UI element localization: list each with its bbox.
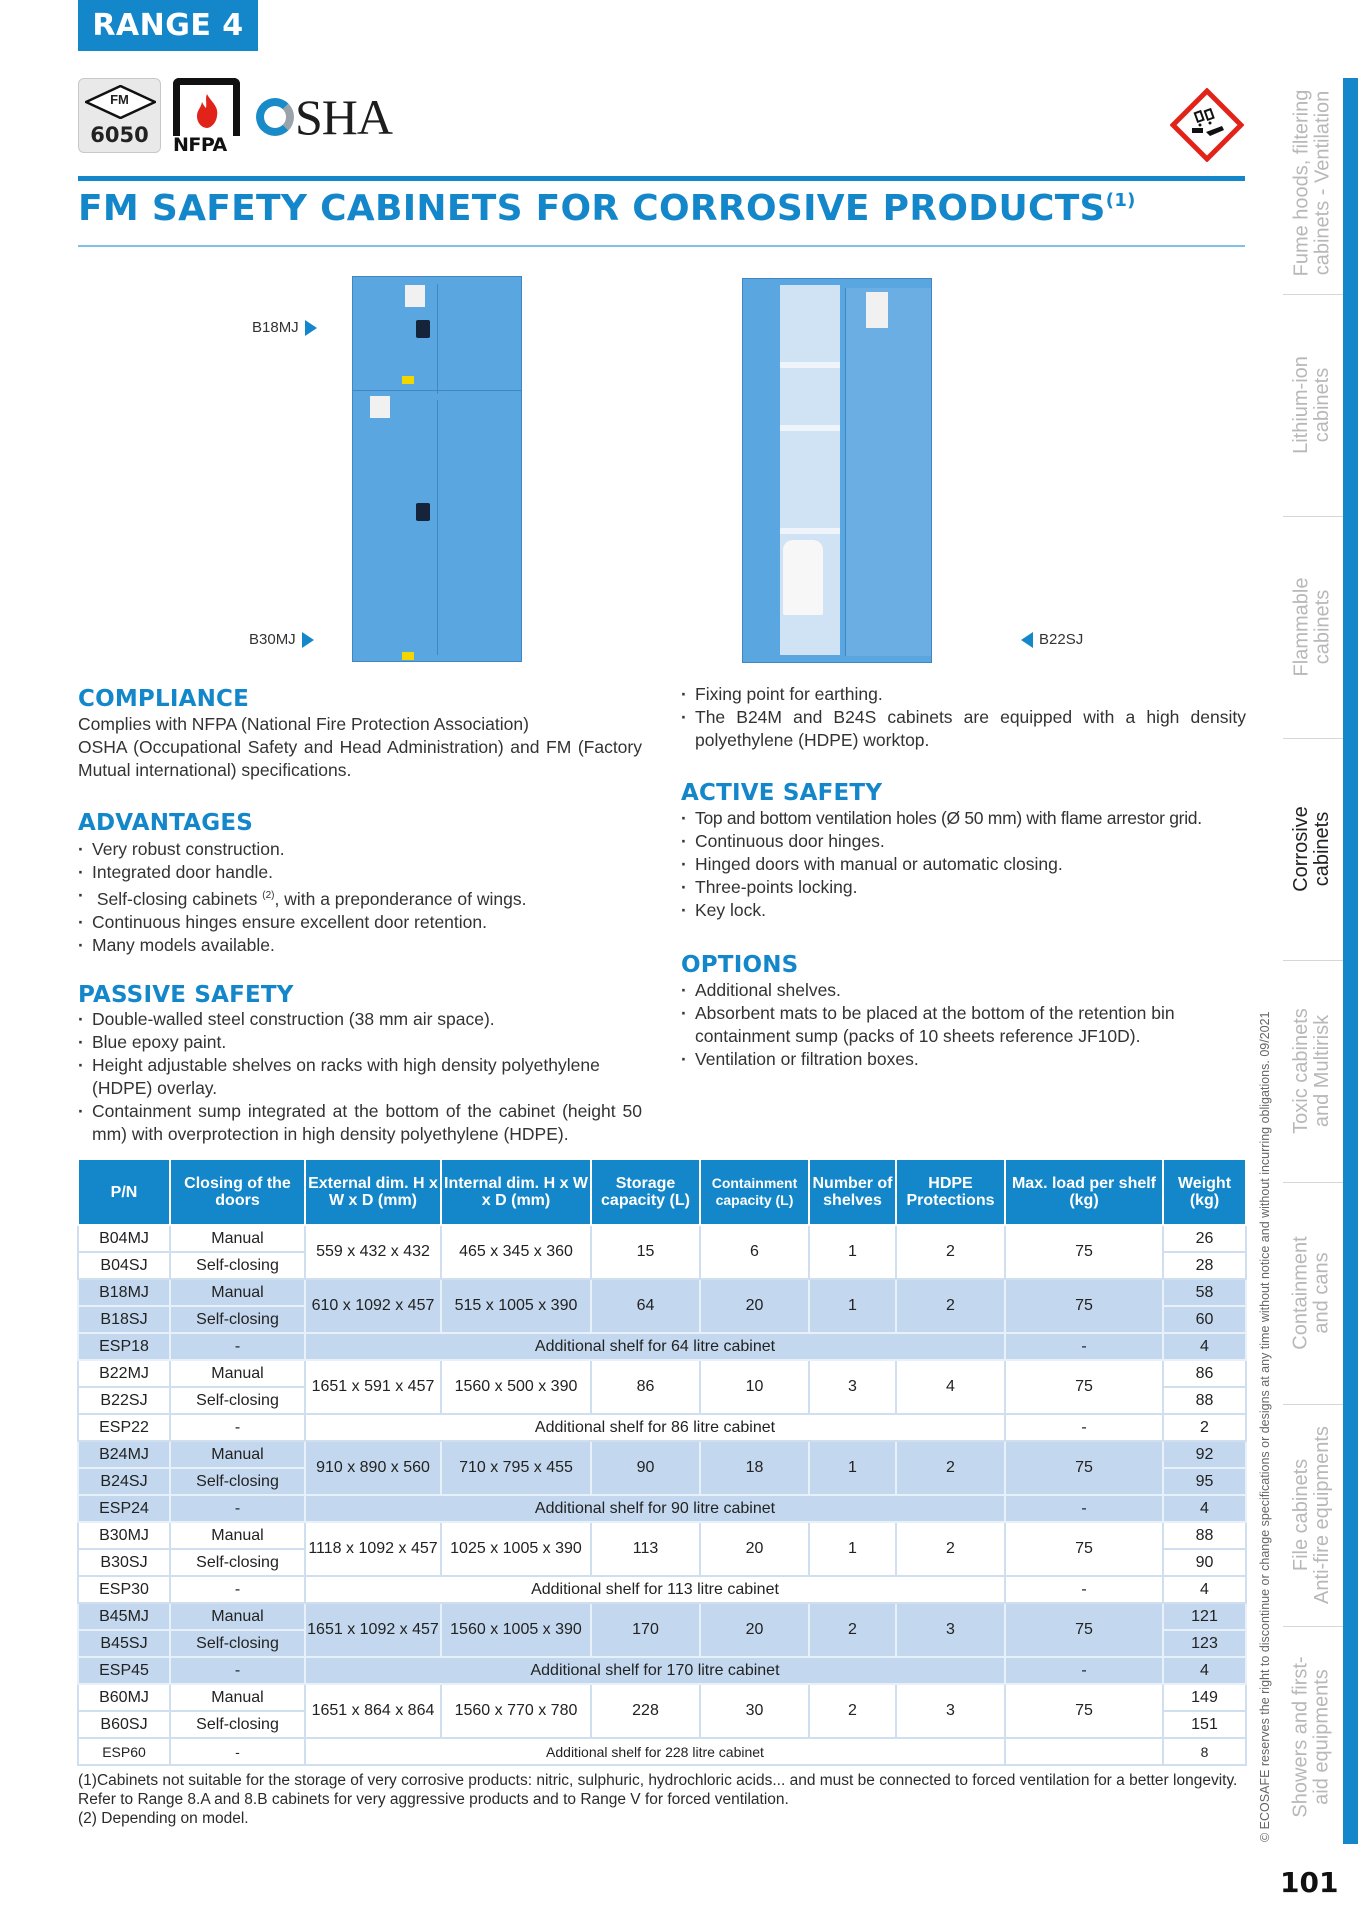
list-item-text: Self-closing cabinets <box>96 888 258 909</box>
copyright-notice: © ECOSAFE reserves the right to discontinue or change specifications or designs at any time without notice and without incurring obligations. 09/2021 <box>1258 1011 1272 1842</box>
cell-weight: 4 <box>1163 1576 1246 1603</box>
cell-storage: 113 <box>591 1522 700 1576</box>
cell-shelves: 1 <box>809 1522 896 1576</box>
door-handle-icon <box>416 320 430 338</box>
flame-icon <box>195 94 219 128</box>
side-tab-label-line: Corrosive <box>1290 806 1313 892</box>
cell-closing: - <box>170 1576 305 1603</box>
cell-closing: - <box>170 1738 305 1765</box>
cell-weight: 123 <box>1163 1630 1246 1657</box>
cell-weight: 4 <box>1163 1333 1246 1360</box>
cell-closing: Manual <box>170 1225 305 1252</box>
side-tab-label <box>1291 1236 1333 1349</box>
cell-storage: 170 <box>591 1603 700 1657</box>
cell-internal-dim: 515 x 1005 x 390 <box>441 1279 591 1333</box>
side-tab-label <box>1291 1426 1333 1604</box>
callout-b30mj <box>249 631 314 648</box>
cell-accessory-description: Additional shelf for 113 litre cabinet <box>305 1576 1005 1603</box>
cell-closing: Self-closing <box>170 1468 305 1495</box>
cell-shelves: 2 <box>809 1684 896 1738</box>
page-number: 101 <box>1280 1866 1339 1899</box>
specifications-table <box>77 1158 1247 1766</box>
cell-external-dim: 1651 x 864 x 864 <box>305 1684 441 1738</box>
passive-safety-list <box>78 1008 642 1146</box>
cell-pn: B24SJ <box>78 1468 170 1495</box>
cell-max-load: - <box>1005 1333 1163 1360</box>
table-row <box>78 1522 1246 1549</box>
cell-accessory-description: Additional shelf for 64 litre cabinet <box>305 1333 1005 1360</box>
cell-closing: Manual <box>170 1360 305 1387</box>
cell-pn: B45MJ <box>78 1603 170 1630</box>
side-tab-label-line: File cabinets <box>1290 1458 1312 1572</box>
active-safety-list <box>681 807 1251 922</box>
cell-weight: 95 <box>1163 1468 1246 1495</box>
cell-storage: 90 <box>591 1441 700 1495</box>
side-tab-label-line: Toxic cabinets <box>1290 1008 1312 1134</box>
cell-max-load: 75 <box>1005 1522 1163 1576</box>
list-item: · Three-points locking. <box>681 876 1251 899</box>
cell-external-dim: 559 x 432 x 432 <box>305 1225 441 1279</box>
cell-closing: Self-closing <box>170 1306 305 1333</box>
cell-containment: 20 <box>700 1603 809 1657</box>
col-header-shelves: Number of shelves <box>809 1159 896 1225</box>
cell-pn: B04SJ <box>78 1252 170 1279</box>
table-row-accessory <box>78 1738 1246 1765</box>
cell-pn: B60SJ <box>78 1711 170 1738</box>
active-safety-heading: ACTIVE SAFETY <box>681 780 883 806</box>
cell-pn: B60MJ <box>78 1684 170 1711</box>
compliance-line: OSHA (Occupational Safety and Head Administration) and FM (Factory Mutual international) specifications. <box>78 737 642 780</box>
cell-weight: 88 <box>1163 1522 1246 1549</box>
list-item: · Height adjustable shelves on racks with high density polyethylene (HDPE) overlay. <box>78 1054 642 1100</box>
cell-weight: 2 <box>1163 1414 1246 1441</box>
list-item: · Fixing point for earthing. <box>681 683 1246 706</box>
col-header-weight: Weight (kg) <box>1163 1159 1246 1225</box>
col-header-containment: Containment capacity (L) <box>700 1159 809 1225</box>
table-row-accessory <box>78 1414 1246 1441</box>
list-item: · Containment sump integrated at the bottom of the cabinet (height 50 mm) with overprotection in high density polyethylene (HDPE). <box>78 1100 642 1146</box>
cell-shelves: 3 <box>809 1360 896 1414</box>
cell-containment: 10 <box>700 1360 809 1414</box>
side-tab-showers[interactable] <box>1279 1626 1345 1848</box>
door-handle-icon <box>416 503 430 521</box>
cell-hdpe: 2 <box>896 1522 1005 1576</box>
cell-weight: 121 <box>1163 1603 1246 1630</box>
col-header-storage: Storage capacity (L) <box>591 1159 700 1225</box>
cell-pn: B22MJ <box>78 1360 170 1387</box>
options-heading: OPTIONS <box>681 952 799 978</box>
cell-weight: 86 <box>1163 1360 1246 1387</box>
door-split <box>437 400 438 655</box>
cell-external-dim: 1651 x 1092 x 457 <box>305 1603 441 1657</box>
side-tab-label <box>1291 578 1333 677</box>
side-tab-lithium-ion[interactable] <box>1279 294 1345 516</box>
list-item-text: , with a preponderance of wings. <box>274 888 527 909</box>
cell-closing: - <box>170 1495 305 1522</box>
arrow-right-icon <box>302 632 314 648</box>
cell-closing: - <box>170 1414 305 1441</box>
cell-external-dim: 910 x 890 x 560 <box>305 1441 441 1495</box>
cell-max-load: - <box>1005 1657 1163 1684</box>
table-row <box>78 1441 1246 1468</box>
cell-accessory-description: Additional shelf for 170 litre cabinet <box>305 1657 1005 1684</box>
cell-containment: 6 <box>700 1225 809 1279</box>
side-tab-flammable[interactable] <box>1279 516 1345 738</box>
open-door <box>845 288 931 656</box>
warning-label <box>866 292 888 328</box>
list-item: · Absorbent mats to be placed at the bottom of the retention bin containment sump (packs of 10 sheets reference JF10D). <box>681 1002 1246 1048</box>
side-tab-label-line: cabinets <box>1311 589 1334 665</box>
side-tab-label <box>1291 356 1333 454</box>
cell-pn: B30SJ <box>78 1549 170 1576</box>
side-accent-strip <box>1343 78 1358 1844</box>
cell-closing: - <box>170 1333 305 1360</box>
list-item: · Hinged doors with manual or automatic closing. <box>681 853 1251 876</box>
door-split <box>437 284 438 394</box>
nfpa-logo-text: NFPA <box>173 134 227 156</box>
cell-weight: 58 <box>1163 1279 1246 1306</box>
passive-safety-continued <box>681 683 1246 752</box>
side-tab-label <box>1291 806 1333 892</box>
shelf <box>780 528 840 534</box>
cell-weight: 92 <box>1163 1441 1246 1468</box>
cell-weight: 26 <box>1163 1225 1246 1252</box>
side-tab-label-line: cabinets - Ventilation <box>1311 90 1334 276</box>
cell-pn: B18SJ <box>78 1306 170 1333</box>
cell-storage: 15 <box>591 1225 700 1279</box>
list-item: · Key lock. <box>681 899 1251 922</box>
side-tab-label-line: cabinets <box>1311 811 1334 887</box>
list-item: · Integrated door handle. <box>78 861 642 884</box>
cell-pn: B30MJ <box>78 1522 170 1549</box>
cell-containment: 30 <box>700 1684 809 1738</box>
col-header-closing: Closing of the doors <box>170 1159 305 1225</box>
cell-external-dim: 1118 x 1092 x 457 <box>305 1522 441 1576</box>
side-tab-label <box>1291 1656 1333 1817</box>
table-row-accessory <box>78 1657 1246 1684</box>
table-row <box>78 1279 1246 1306</box>
cell-accessory-description: Additional shelf for 228 litre cabinet <box>305 1738 1005 1765</box>
list-item: · Ventilation or filtration boxes. <box>681 1048 1246 1071</box>
callout-label: B18MJ <box>252 319 299 336</box>
cell-hdpe: 2 <box>896 1225 1005 1279</box>
side-tab-label-line: Flammable <box>1290 577 1313 677</box>
warning-label <box>405 285 425 307</box>
page-title-text: FM SAFETY CABINETS FOR CORROSIVE PRODUCTS <box>78 188 1106 229</box>
cell-closing: Manual <box>170 1603 305 1630</box>
cell-max-load: 75 <box>1005 1279 1163 1333</box>
callout-b22sj <box>1021 631 1083 648</box>
cell-weight: 60 <box>1163 1306 1246 1333</box>
cell-closing: Self-closing <box>170 1711 305 1738</box>
cell-external-dim: 1651 x 591 x 457 <box>305 1360 441 1414</box>
cell-weight: 28 <box>1163 1252 1246 1279</box>
range-tag: RANGE 4 <box>78 0 258 51</box>
cell-max-load: 75 <box>1005 1441 1163 1495</box>
cell-pn: ESP45 <box>78 1657 170 1684</box>
advantages-heading: ADVANTAGES <box>78 810 254 836</box>
cell-pn: B24MJ <box>78 1441 170 1468</box>
title-rule <box>78 245 1245 247</box>
table-row <box>78 1360 1246 1387</box>
side-tab-containment[interactable] <box>1279 1182 1345 1404</box>
cell-hdpe: 2 <box>896 1441 1005 1495</box>
col-header-external-dim: External dim. H x W x D (mm) <box>305 1159 441 1225</box>
col-header-pn: P/N <box>78 1159 170 1225</box>
col-header-max-load: Max. load per shelf (kg) <box>1005 1159 1163 1225</box>
cell-closing: Self-closing <box>170 1630 305 1657</box>
table-row <box>78 1603 1246 1630</box>
cell-internal-dim: 1025 x 1005 x 390 <box>441 1522 591 1576</box>
cell-storage: 228 <box>591 1684 700 1738</box>
header-rule <box>78 176 1245 181</box>
list-item: · Blue epoxy paint. <box>78 1031 642 1054</box>
advantages-list <box>78 838 642 957</box>
col-header-hdpe: HDPE Protections <box>896 1159 1005 1225</box>
cell-internal-dim: 465 x 345 x 360 <box>441 1225 591 1279</box>
cell-closing: Manual <box>170 1522 305 1549</box>
cell-closing: Self-closing <box>170 1387 305 1414</box>
footnote-ref: (2) <box>262 890 275 901</box>
list-item: · Additional shelves. <box>681 979 1246 1002</box>
cell-pn: ESP22 <box>78 1414 170 1441</box>
osha-logo-text: SHA <box>295 89 393 145</box>
cell-pn: ESP18 <box>78 1333 170 1360</box>
cell-weight: 4 <box>1163 1657 1246 1684</box>
cell-max-load: 75 <box>1005 1360 1163 1414</box>
table-row-accessory <box>78 1495 1246 1522</box>
side-tab-corrosive[interactable] <box>1279 738 1345 960</box>
compliance-line: Complies with NFPA (National Fire Protection Association) <box>78 714 529 734</box>
list-item: · Double-walled steel construction (38 mm air space). <box>78 1008 642 1031</box>
cell-weight: 90 <box>1163 1549 1246 1576</box>
cell-closing: Manual <box>170 1684 305 1711</box>
cell-pn: B22SJ <box>78 1387 170 1414</box>
cell-shelves: 1 <box>809 1225 896 1279</box>
side-tab-label-line: Lithium-ion <box>1290 356 1313 454</box>
cell-max-load: - <box>1005 1414 1163 1441</box>
fm-logo-number: 6050 <box>90 123 149 147</box>
side-tab-file-cabinets[interactable] <box>1279 1404 1345 1626</box>
side-tab-label <box>1291 90 1333 277</box>
cell-max-load <box>1005 1738 1163 1765</box>
cell-closing: Self-closing <box>170 1252 305 1279</box>
footnotes <box>78 1771 1253 1828</box>
list-item: · The B24M and B24S cabinets are equipped with a high density polyethylene (HDPE) worktop. <box>681 706 1246 752</box>
cell-closing: - <box>170 1657 305 1684</box>
list-item: · Many models available. <box>78 934 642 957</box>
cell-weight: 4 <box>1163 1495 1246 1522</box>
cell-weight: 149 <box>1163 1684 1246 1711</box>
cell-hdpe: 3 <box>896 1603 1005 1657</box>
side-tab-label-line: and cans <box>1311 1252 1333 1334</box>
container <box>783 540 823 615</box>
cell-weight: 151 <box>1163 1711 1246 1738</box>
cell-internal-dim: 1560 x 770 x 780 <box>441 1684 591 1738</box>
cell-storage: 64 <box>591 1279 700 1333</box>
side-tab-toxic[interactable] <box>1279 960 1345 1182</box>
side-tab-label-line: Fume hoods, filtering <box>1290 89 1313 277</box>
options-list <box>681 979 1246 1071</box>
cell-shelves: 1 <box>809 1441 896 1495</box>
yellow-tag <box>402 376 414 384</box>
cell-containment: 20 <box>700 1522 809 1576</box>
side-tab-label-line: Showers and first- <box>1290 1656 1313 1818</box>
cell-internal-dim: 1560 x 1005 x 390 <box>441 1603 591 1657</box>
cell-pn: B04MJ <box>78 1225 170 1252</box>
footnote-1: (1)Cabinets not suitable for the storage of very corrosive products: nitric, sulphuric, hydrochloric acids... and must be connected to forced ventilation for a better longevity. Refer to Range 8.A and 8.B cabinets for very aggressive products and to Range V for forced ventilation. <box>78 1772 1238 1808</box>
list-item <box>78 884 642 911</box>
callout-label: B30MJ <box>249 631 296 648</box>
side-tab-label-line: aid equipments <box>1311 1669 1334 1805</box>
cell-pn: ESP30 <box>78 1576 170 1603</box>
cell-weight: 8 <box>1163 1738 1246 1765</box>
compliance-heading: COMPLIANCE <box>78 686 250 712</box>
title-footnote-ref: (1) <box>1105 190 1136 211</box>
cell-accessory-description: Additional shelf for 86 litre cabinet <box>305 1414 1005 1441</box>
cell-pn: B45SJ <box>78 1630 170 1657</box>
yellow-tag <box>402 652 414 660</box>
list-item: · Continuous door hinges. <box>681 830 1251 853</box>
side-tab-label <box>1291 1008 1333 1134</box>
cell-pn: ESP60 <box>78 1738 170 1765</box>
cell-containment: 20 <box>700 1279 809 1333</box>
table-row <box>78 1684 1246 1711</box>
shelf <box>780 362 840 368</box>
table-row-accessory <box>78 1333 1246 1360</box>
cell-hdpe: 4 <box>896 1360 1005 1414</box>
cell-hdpe: 2 <box>896 1279 1005 1333</box>
page-title <box>78 188 1136 229</box>
side-tab-label-line: Anti-fire equipments <box>1311 1426 1333 1604</box>
cell-pn: B18MJ <box>78 1279 170 1306</box>
side-tab-label-line: and Multirisk <box>1311 1014 1333 1128</box>
cell-shelves: 1 <box>809 1279 896 1333</box>
cell-max-load: 75 <box>1005 1684 1163 1738</box>
cell-external-dim: 610 x 1092 x 457 <box>305 1279 441 1333</box>
callout-b18mj <box>252 319 317 336</box>
cell-max-load: 75 <box>1005 1603 1163 1657</box>
cell-max-load: 75 <box>1005 1225 1163 1279</box>
arrow-left-icon <box>1021 632 1033 648</box>
cell-storage: 86 <box>591 1360 700 1414</box>
cell-hdpe: 3 <box>896 1684 1005 1738</box>
side-tab-fume-hoods[interactable] <box>1279 72 1345 294</box>
cell-max-load: - <box>1005 1576 1163 1603</box>
passive-safety-heading: PASSIVE SAFETY <box>78 982 294 1008</box>
footnote-2: (2) Depending on model. <box>78 1810 249 1827</box>
cell-shelves: 2 <box>809 1603 896 1657</box>
callout-label: B22SJ <box>1039 631 1084 648</box>
table-row <box>78 1225 1246 1252</box>
table-header-row <box>78 1159 1246 1225</box>
table-row-accessory <box>78 1576 1246 1603</box>
cell-accessory-description: Additional shelf for 90 litre cabinet <box>305 1495 1005 1522</box>
col-header-internal-dim: Internal dim. H x W x D (mm) <box>441 1159 591 1225</box>
shelf <box>780 425 840 431</box>
cell-closing: Self-closing <box>170 1549 305 1576</box>
cell-closing: Manual <box>170 1279 305 1306</box>
warning-label <box>370 396 390 418</box>
nfpa-logo <box>173 78 245 154</box>
osha-logo <box>256 89 393 145</box>
list-item: · Continuous hinges ensure excellent door retention. <box>78 911 642 934</box>
osha-ring-icon <box>256 98 294 136</box>
list-item: · Very robust construction. <box>78 838 642 861</box>
cell-max-load: - <box>1005 1495 1163 1522</box>
cell-internal-dim: 1560 x 500 x 390 <box>441 1360 591 1414</box>
list-item: · Top and bottom ventilation holes (Ø 50 mm) with flame arrestor grid. <box>681 807 1251 830</box>
cell-closing: Manual <box>170 1441 305 1468</box>
fm-logo-text: FM <box>110 92 129 107</box>
cell-containment: 18 <box>700 1441 809 1495</box>
compliance-body <box>78 713 642 782</box>
side-tab-label-line: Containment <box>1290 1236 1312 1350</box>
cell-weight: 88 <box>1163 1387 1246 1414</box>
arrow-right-icon <box>305 320 317 336</box>
corrosive-hazard-icon <box>1170 88 1244 162</box>
cell-internal-dim: 710 x 795 x 455 <box>441 1441 591 1495</box>
fm-approval-logo <box>78 78 161 153</box>
cell-pn: ESP24 <box>78 1495 170 1522</box>
side-tab-label-line: cabinets <box>1311 367 1334 443</box>
